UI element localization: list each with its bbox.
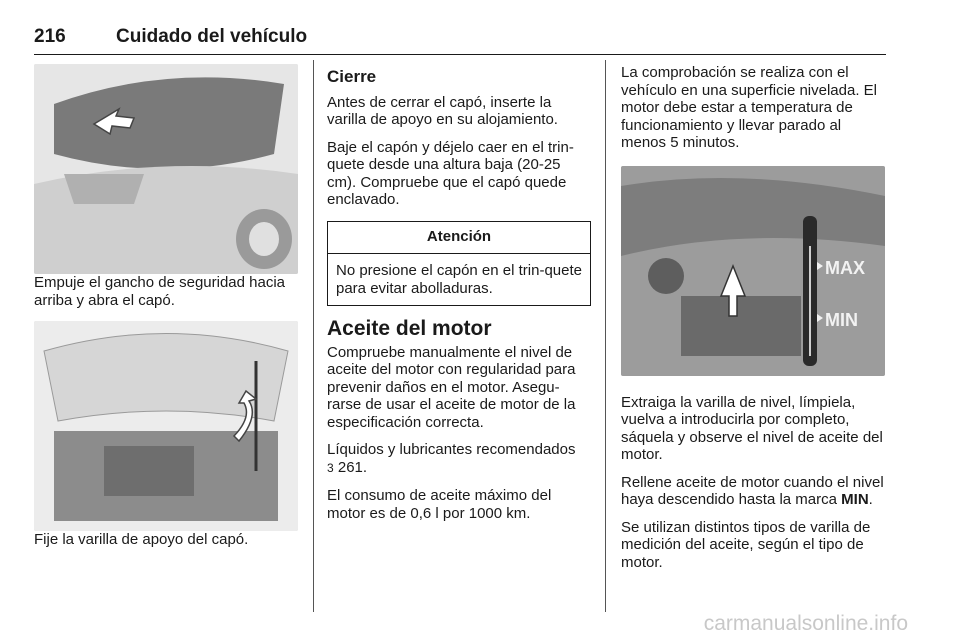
hood-latch-figure (34, 64, 298, 274)
min-mark-text: MIN (841, 491, 869, 508)
dipstick-min-label: MIN (825, 309, 858, 330)
paragraph: El consumo de aceite máximo del motor es de 0,6 l por 1000 km. (327, 487, 552, 522)
hood-prop-rod-figure (34, 321, 298, 531)
notice-text: No presione el capón en el trin-quete para evitar abolladuras. (336, 262, 582, 297)
figure-caption: Empuje el gancho de seguridad hacia arriba y abra el capó. (34, 274, 286, 309)
paragraph (621, 474, 889, 509)
paragraph-text: Líquidos y lubricantes recomendados (327, 441, 576, 458)
paragraph: Antes de cerrar el capó, inserte la varilla de apoyo en su alojamiento. (327, 93, 558, 128)
paragraph: Se utilizan distintos tipos de varilla de medición del aceite, según el tipo de motor. (621, 518, 871, 571)
paragraph: Extraiga la varilla de nivel, límpiela, vuelva a introducirla por completo, sáquela y observe el nivel de aceite del motor. (621, 393, 883, 463)
middle-column (327, 64, 591, 532)
notice-title: Atención (328, 222, 590, 255)
column-divider (313, 60, 314, 612)
engine-dipstick-figure (621, 166, 885, 376)
left-column (34, 64, 298, 559)
page-reference[interactable]: 261. (337, 458, 368, 476)
reference-arrow-icon: 3 (327, 460, 334, 475)
notice-box (327, 221, 591, 307)
paragraph: Compruebe manualmente el nivel de aceite del motor con regularidad para prevenir daños en el motor. Asegu-rarse de usar el aceite de motor de la especificación correcta. (327, 343, 576, 431)
right-column (621, 64, 889, 581)
column-divider (605, 60, 606, 612)
paragraph: Baje el capón y déjelo caer en el trin-quete desde una altura baja (20-25 cm). Compruebe que el capó quede enclavado. (327, 138, 574, 208)
subheading-cierre: Cierre (327, 67, 377, 86)
paragraph-text: Rellene aceite de motor cuando el nivel haya descendido hasta la marca (621, 473, 884, 508)
paragraph: La comprobación se realiza con el vehículo en una superficie nivelada. El motor debe estar a temperatura de funcionamiento y llevar parado al menos 5 minutos. (621, 64, 877, 151)
watermark: carmanualsonline.info (703, 612, 908, 635)
section-title: Cuidado del vehículo (116, 26, 308, 47)
punctuation: . (868, 491, 873, 508)
paragraph (327, 441, 591, 477)
page-header (34, 24, 886, 55)
page-number: 216 (34, 26, 66, 47)
figure-caption: Fije la varilla de apoyo del capó. (34, 531, 249, 548)
dipstick-max-label: MAX (825, 257, 865, 278)
section-heading-aceite: Aceite del motor (327, 317, 492, 340)
